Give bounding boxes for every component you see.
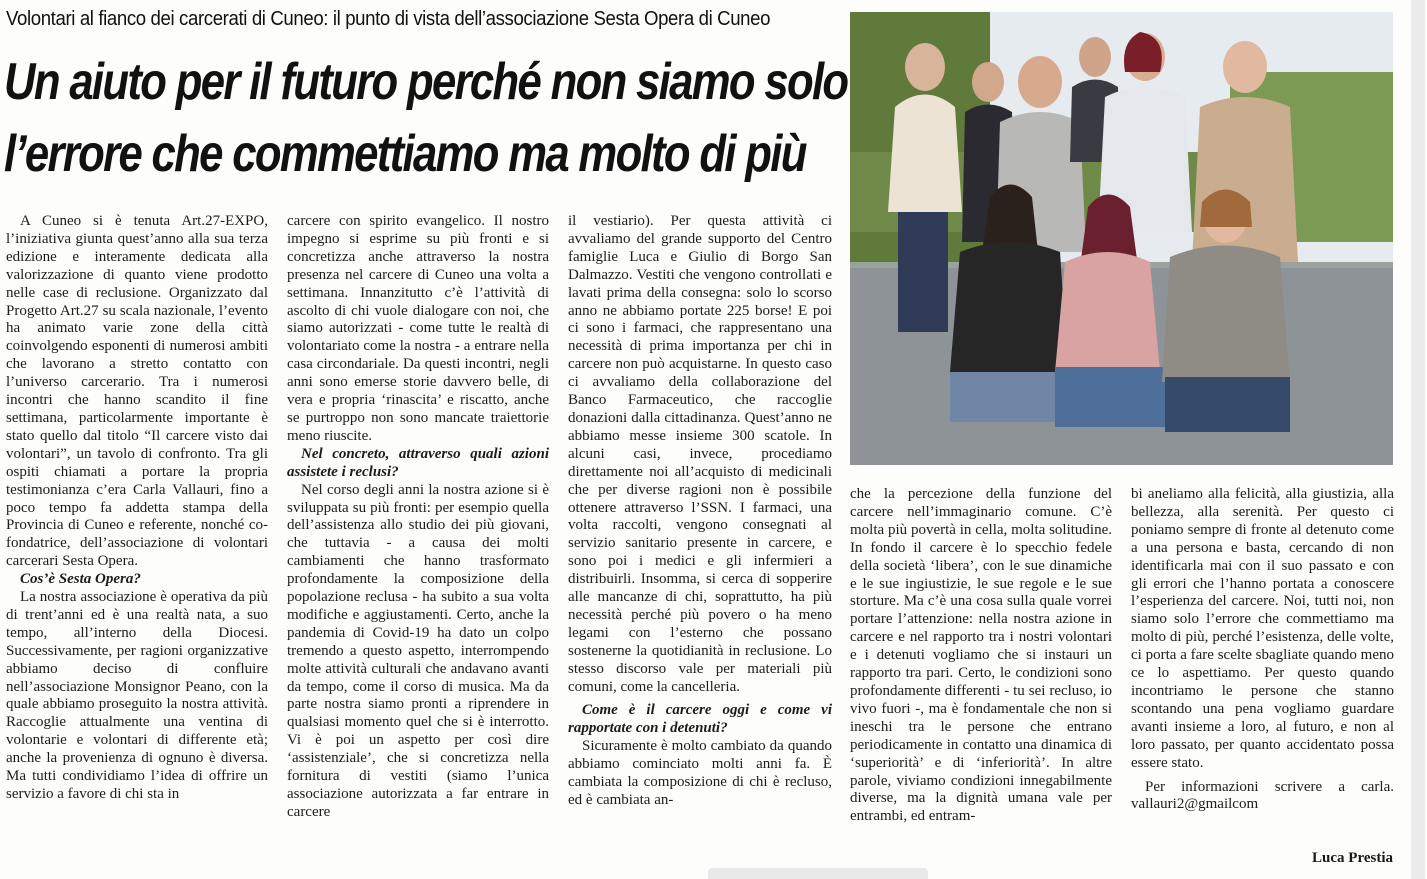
article-column-4 <box>850 486 1112 826</box>
vertical-scrollbar[interactable] <box>1411 0 1425 879</box>
interview-question: Cos’è Sesta Opera? <box>20 571 141 588</box>
interview-question: Come è il carcere oggi e come vi rapportate con i detenuti? <box>568 702 832 737</box>
article-column-2 <box>287 213 549 822</box>
article-column-1 <box>6 213 268 804</box>
interview-question: Nel concreto, attraverso quali azioni assistete i reclusi? <box>287 445 549 480</box>
article-paragraph: Sicuramente è molto cambiato da quando abbiamo cominciato molti anni fa. È cambiata la composizione di chi è recluso, ed è cambiata an- <box>568 738 832 808</box>
article-kicker: Volontari al fianco dei carcerati di Cuneo: il punto di vista dell’associazione Sesta Opera di Cuneo <box>6 8 771 30</box>
article-paragraph: carcere con spirito evangelico. Il nostro impegno si esprime su più fronti e si concretizza anche attraverso la nostra presenza nel carcere di Cuneo una volta a settimana. Innanzitutto c’è l’attività di ascolto di chi vuole dialogare con noi, che siamo autorizzati - come tutte le realtà di volontariato come la nostra - a entrare nella casa circondariale. Da questi incontri, negli anni sono emerse storie davvero belle, di vera e propria ‘rinascita’ e riscatto, anche se purtroppo non sono mancate traiettorie meno riuscite. <box>287 213 549 444</box>
article-paragraph: bi aneliamo alla felicità, alla giustizia, alla bellezza, alla serenità. Per questo ci poniamo sempre di fronte al detenuto come a una persona e basta, cercando di non identificarla mai con il suo passato e con gli errori che l’hanno portata a conoscere l’esperienza del carcere. Noi, tutti noi, non siamo solo l’errore che commettiamo ma molto di più, perché l’esistenza, delle volte, ci porta a fare scelte sbagliate quando meno ce lo aspettiamo. Per questo quando incontriamo le persone che stanno scontando una pena vogliamo guardare avanti insieme a loro, al futuro, e non al loro passato, per quanto accidentato possa essere stato. <box>1131 486 1394 771</box>
article-headline <box>4 46 848 190</box>
headline-line-1: Un aiuto per il futuro perché non siamo solo <box>4 53 848 111</box>
contact-info: Per informazioni scrivere a carla. vallauri2@gmailcom <box>1131 778 1394 813</box>
article-column-3 <box>568 213 832 810</box>
viewer-toolbar[interactable] <box>708 868 928 879</box>
group-photo-illustration <box>850 12 1393 465</box>
group-photo <box>850 12 1393 465</box>
article-paragraph: A Cuneo si è tenuta Art.27-EXPO, l’iniziativa giunta quest’anno alla sua terza edizione e interamente dedicata alla valorizzazione di quanto viene prodotto nelle case di reclusione. Organizzato dal Progetto Art.27 su scala nazionale, l’evento ha animato varie zone della città coinvolgendo esponenti di numerosi ambiti che lavorano a stretto contatto con l’universo carcerario. Tra i numerosi incontri che hanno scandito il fine settimana, particolarmente importante è stato quello dal titolo “Il carcere visto dai volontari”, un tavolo di confronto. Tra gli ospiti chiamati a portare la propria testimonianza c’era Carla Vallauri, fino a poco tempo fa addetta stampa della Provincia di Cuneo e referente, nonché co-fondatrice, dell’associazione di volontari carcerari Sesta Opera. <box>6 213 268 570</box>
author-signature: Luca Prestia <box>1312 850 1393 866</box>
article-paragraph: La nostra associazione è operativa da più di trent’anni ed è una realtà nata, a suo tempo, all’interno della Diocesi. Successivamente, per ragioni organizzative abbiamo deciso di confluire nell’associazione Monsignor Peano, con la quale abbiamo proseguito la nostra attività. Raccoglie attualmente una ventina di volontarie e volontari di differente età; anche la provenienza di ognuno è diversa. Ma tutti condividiamo l’idea di offrire un servizio a favore di chi sta in <box>6 589 268 802</box>
article-paragraph: Nel corso degli anni la nostra azione si è sviluppata su più fronti: per esempio quella dell’assistenza allo studio dei più giovani, che tuttavia - a causa dei molti cambiamenti che hanno trasformato profondamente la composizione della popolazione reclusa - ha subito a sua volta modifiche e aggiustamenti. Certo, anche la pandemia di Covid-19 ha dato un colpo tremendo a questo aspetto, interrompendo molte attività culturali che andavano avanti da tempo, come il corso di musica. Ma da parte nostra siamo pronti a riprendere in qualsiasi momento quel che si è interrotto. Vi è poi un aspetto per così dire ‘assistenziale’, che si concretizza nella fornitura di vestiti (siamo l’unica associazione autorizzata a far entrare in carcere <box>287 481 549 820</box>
article-paragraph: il vestiario). Per questa attività ci avvaliamo del grande supporto del Centro famiglie Luca e Giulio di Borgo San Dalmazzo. Vestiti che vengono controllati e lavati prima della consegna: solo lo scorso anno ne abbiamo portate 225 borse! E poi ci sono i farmaci, che rappresentano una necessità di prima importanza per chi in carcere non può acquistarne. In questo caso ci avvaliamo della collaborazione del Banco Farmaceutico, che raccoglie donazioni dalla cittadinanza. Quest’anno ne abbiamo messe insieme 300 scatole. In alcuni casi, invece, procediamo direttamente noi all’acquisto di medicinali che per diverse ragioni non è possibile ottenere attraverso l’SSN. I farmaci, una volta raccolti, vengono consegnati al servizio sanitario presente in carcere, e sono poi i medici e gli infermieri a distribuirli. Insomma, si cerca di sopperire alle mancanze di chi, soprattutto, ha più necessità perché più povero o ha meno legami con l’esterno che possano sostenerne la quotidianità in reclusione. Lo stesso discorso vale per materiali più comuni, come la cancelleria. <box>568 213 832 695</box>
article-paragraph: che la percezione della funzione del carcere nell’immaginario comune. C’è molta più povertà in cella, molta solitudine. In fondo il carcere è lo specchio fedele della società ‘libera’, con le sue dinamiche e le sue ingiustizie, le sue regole e le sue storture. Ma c’è una cosa sulla quale vorrei portare l’attenzione: nella nostra azione in carcere e nel rapporto tra i nostri volontari e i detenuti vogliamo che si instauri un rapporto tra pari. Certo, le condizioni sono profondamente differenti - tu sei recluso, io vivo fuori -, ma è fondamentale che non si ineschi tra le persone che entrano periodicamente in contatto una dinamica di ‘superiorità’ e di ‘inferiorità’. In altre parole, viviamo condizioni innegabilmente diverse, ma la dignità umana vale per entrambi, ed entram- <box>850 486 1112 825</box>
headline-line-2: l’errore che commettiamo ma molto di più <box>4 125 806 183</box>
article-column-5 <box>1131 486 1394 814</box>
